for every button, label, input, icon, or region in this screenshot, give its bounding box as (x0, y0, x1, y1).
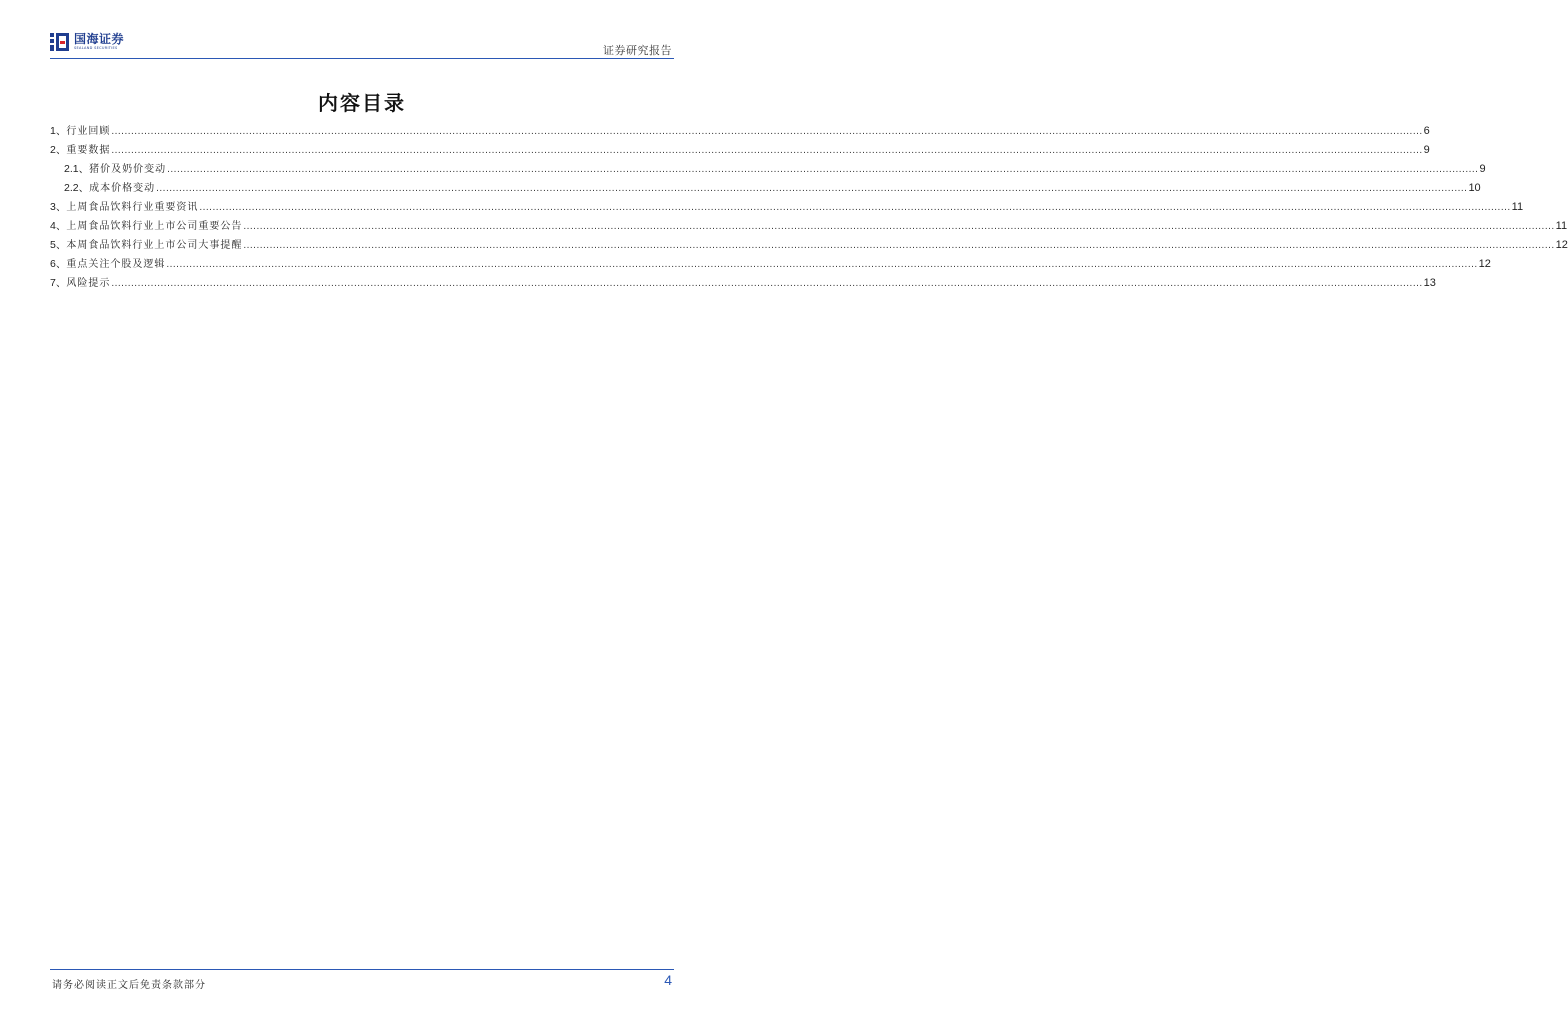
toc-entry-page: 9 (1479, 163, 1486, 175)
toc-entry-label: 本周食品饮料行业上市公司大事提醒 (66, 240, 243, 251)
page-header (50, 30, 674, 60)
toc-leader-dots: ................................................................................................................................................................................................................................................................................................................................................................................................................ (243, 240, 1555, 251)
toc-title: 内容目录 (318, 91, 406, 115)
toc-entry-label: 成本价格变动 (89, 183, 156, 194)
toc-entry-label: 行业回顾 (66, 126, 111, 137)
toc-leader-dots: ................................................................................................................................................................................................................................................................................................................................................................................................................ (199, 202, 1511, 213)
toc-entry[interactable] (50, 274, 1436, 293)
toc-entry-label: 上周食品饮料行业上市公司重要公告 (66, 221, 243, 232)
toc-entry-number: 7、 (50, 277, 67, 289)
toc-entry-page: 10 (1468, 182, 1481, 194)
toc-entry-label: 风险提示 (66, 278, 111, 289)
brand-name-en: SEALAND SECURITIES (74, 46, 118, 50)
toc-leader-dots: ................................................................................................................................................................................................................................................................................................................................................................................................................ (111, 126, 1423, 137)
toc-entry[interactable] (50, 160, 1486, 179)
toc-entry-page: 12 (1555, 239, 1568, 251)
table-of-contents (50, 122, 1568, 293)
toc-entry-number: 6、 (50, 258, 67, 270)
toc-entry-page: 11 (1511, 201, 1524, 213)
toc-leader-dots: ................................................................................................................................................................................................................................................................................................................................................................................................................ (111, 145, 1423, 156)
toc-entry-page: 12 (1478, 258, 1491, 270)
toc-leader-dots: ................................................................................................................................................................................................................................................................................................................................................................................................................ (166, 259, 1478, 270)
toc-entry-number: 2、 (50, 144, 67, 156)
toc-entry[interactable] (50, 255, 1491, 274)
toc-entry[interactable] (50, 236, 1568, 255)
toc-entry[interactable] (50, 122, 1430, 141)
report-type-label: 证券研究报告 (603, 44, 672, 57)
toc-entry-number: 3、 (50, 201, 67, 213)
toc-leader-dots: ................................................................................................................................................................................................................................................................................................................................................................................................................ (243, 221, 1555, 232)
footer-divider (50, 969, 674, 970)
toc-entry-label: 猪价及奶价变动 (89, 164, 167, 175)
toc-entry-label: 重点关注个股及逻辑 (66, 259, 166, 270)
toc-entry-number: 1、 (50, 125, 67, 137)
company-logo (50, 32, 124, 52)
sealand-logo-icon (50, 32, 70, 52)
toc-leader-dots: ................................................................................................................................................................................................................................................................................................................................................................................................................ (156, 183, 1468, 194)
toc-leader-dots: ................................................................................................................................................................................................................................................................................................................................................................................................................ (167, 164, 1479, 175)
toc-entry[interactable] (50, 179, 1481, 198)
toc-entry-page: 9 (1423, 144, 1430, 156)
toc-entry-label: 上周食品饮料行业重要资讯 (66, 202, 199, 213)
toc-entry-page: 6 (1423, 125, 1430, 137)
toc-entry-label: 重要数据 (66, 145, 111, 156)
footer-disclaimer: 请务必阅读正文后免责条款部分 (52, 980, 206, 991)
toc-entry[interactable] (50, 198, 1524, 217)
toc-entry[interactable] (50, 141, 1430, 160)
brand-name-cn: 国海证券 (74, 32, 125, 46)
toc-leader-dots: ................................................................................................................................................................................................................................................................................................................................................................................................................ (111, 278, 1423, 289)
toc-entry-page: 11 (1555, 220, 1568, 232)
toc-entry-number: 2.2、 (64, 182, 90, 194)
toc-entry-number: 2.1、 (64, 163, 90, 175)
page-number: 4 (664, 972, 672, 988)
toc-entry-number: 4、 (50, 220, 67, 232)
toc-entry[interactable] (50, 217, 1568, 236)
header-divider (50, 58, 674, 59)
toc-entry-page: 13 (1423, 277, 1436, 289)
toc-entry-number: 5、 (50, 239, 67, 251)
